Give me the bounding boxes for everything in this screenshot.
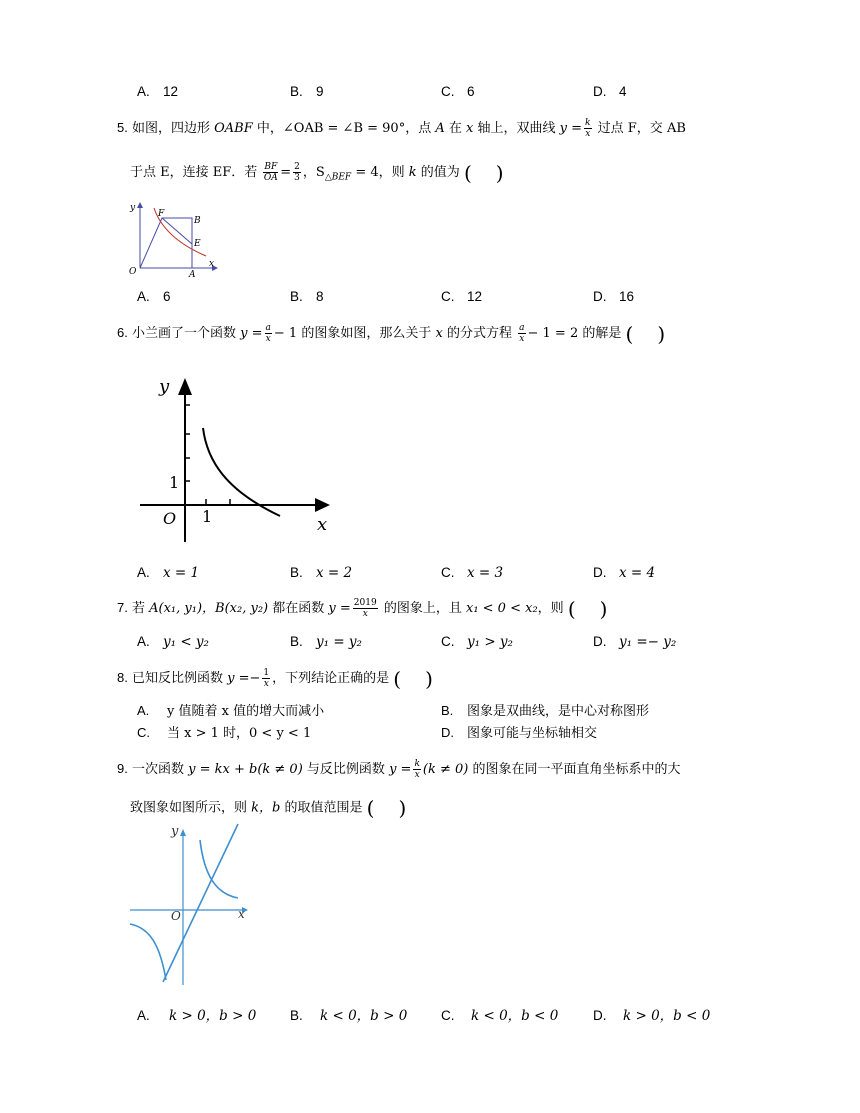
q8-option-c[interactable]: C. 当 x > 1 时，0 < y < 1 xyxy=(137,725,312,741)
q6-y-arrow xyxy=(178,378,192,395)
q5-quadrilateral xyxy=(140,218,192,268)
q6-option-b[interactable]: B. x = 2 xyxy=(290,565,353,581)
q8-option-b[interactable]: B. 图象是双曲线，是中心对称图形 xyxy=(441,703,650,719)
q5-figure xyxy=(120,198,220,278)
q8-option-a[interactable]: A. y 值随着 x 值的增大而减小 xyxy=(137,703,325,719)
q7-option-d[interactable]: D. y₁ =− y₂ xyxy=(593,634,677,650)
q5-option-c[interactable]: C. 12 xyxy=(441,289,483,304)
q4-option-c[interactable]: C. 6 xyxy=(441,84,475,99)
q5-option-b[interactable]: B. 8 xyxy=(290,289,324,304)
q8-option-d[interactable]: D. 图象可能与坐标轴相交 xyxy=(441,725,598,741)
q6-option-d[interactable]: D. x = 4 xyxy=(593,565,656,581)
q9-answer-paren[interactable]: () xyxy=(366,796,431,820)
q9-figure xyxy=(128,820,258,990)
q5-label-o: O xyxy=(129,267,137,277)
q9-label-x: x xyxy=(238,907,245,921)
q6-label-y: y xyxy=(159,376,170,397)
q7-option-a[interactable]: A. y₁ < y₂ xyxy=(137,634,209,650)
q5-bf-over-oa: $\frac{BF}{OA}$ xyxy=(263,162,278,183)
q5-line2: 于点 E，连接 EF．若 $\frac{BF}{OA}$ = $\frac{2}{3}$ ，$S_{\triangle BEF} = 4$，则 k 的值为 () xyxy=(130,160,528,185)
q5-option-a[interactable]: A. 6 xyxy=(137,289,171,304)
q5-label-a: A xyxy=(189,270,196,278)
q5-answer-paren[interactable]: () xyxy=(463,160,528,185)
q6-figure xyxy=(135,370,340,545)
q7-option-c[interactable]: C. y₁ > y₂ xyxy=(441,634,513,650)
q5-line1: 5. 如图，四边形 OABF 中，∠OAB = ∠B = 90°，点 A 在 x 轴上，双曲线 y = $\frac{k}{x}$ 过点 F，交 AB xyxy=(117,118,686,139)
q7-option-b[interactable]: B. y₁ = y₂ xyxy=(290,634,362,650)
q6-label-one-y: 1 xyxy=(169,473,180,492)
q9-y-arrow xyxy=(180,829,186,836)
q9-option-b[interactable]: B. k < 0，b > 0 xyxy=(290,1008,408,1024)
q9-hyperbola-q1 xyxy=(200,840,238,898)
q6-label-o: O xyxy=(163,509,177,528)
q9-label-y: y xyxy=(171,824,179,839)
q9-line1: 9. 一次函数 y = kx + b(k ≠ 0) 与反比例函数 y = $\frac{k}{x}$ (k ≠ 0) 的图象在同一平面直角坐标系中的大 xyxy=(117,759,681,780)
q6-answer-paren[interactable]: () xyxy=(625,321,690,346)
q8-line: 8. 已知反比例函数 y =− $\frac{1}{x}$ ，下列结论正确的是 () xyxy=(117,666,457,691)
q5-label-y: y xyxy=(130,203,136,213)
q6-label-x: x xyxy=(317,514,328,535)
q9-hyperbola-q3 xyxy=(130,924,166,980)
q6-curve xyxy=(203,428,280,516)
q8-answer-paren[interactable]: () xyxy=(393,666,457,691)
q5-option-d[interactable]: D. 16 xyxy=(593,289,635,304)
q5-label-x: x xyxy=(209,259,215,269)
q6-option-c[interactable]: C. x = 3 xyxy=(441,565,504,581)
q5-y-arrow xyxy=(137,202,143,208)
q7-line: 7. 若 A(x₁, y₁)，B(x₂, y₂) 都在函数 y = $\frac{2019}{x}$ 的图象上，且 x₁ < 0 < x₂，则 () xyxy=(117,596,632,621)
q4-option-a[interactable]: A. 12 xyxy=(137,84,179,99)
q9-line2: 致图象如图所示，则 k，b 的取值范围是 () xyxy=(130,796,431,820)
q6-line: 6. 小兰画了一个函数 y = $\frac{a}{x}$ − 1 的图象如图，那么关于 x 的分式方程 $\frac{a}{x}$ − 1 = 2 的解是 () xyxy=(117,321,690,346)
q6-label-one-x: 1 xyxy=(202,507,213,526)
q9-option-a[interactable]: A. k > 0，b > 0 xyxy=(137,1008,257,1024)
q6-x-arrow xyxy=(315,498,330,512)
q9-option-c[interactable]: C. k < 0，b < 0 xyxy=(441,1008,559,1024)
q9-label-o: O xyxy=(171,909,181,923)
q4-option-b[interactable]: B. 9 xyxy=(290,84,324,99)
q9-option-d[interactable]: D. k > 0，b < 0 xyxy=(593,1008,711,1024)
q5-label-f: F xyxy=(158,209,165,219)
q5-two-thirds: $\frac{2}{3}$ xyxy=(294,162,300,183)
q5-segment-ef xyxy=(162,218,192,244)
q5-k-over-x: $\frac{k}{x}$ xyxy=(585,118,591,139)
q7-answer-paren[interactable]: () xyxy=(567,596,632,621)
q4-option-d[interactable]: D. 4 xyxy=(593,84,627,99)
q6-option-a[interactable]: A. x = 1 xyxy=(137,565,200,581)
q5-label-b: B xyxy=(194,216,201,226)
q5-label-e: E xyxy=(194,239,201,249)
